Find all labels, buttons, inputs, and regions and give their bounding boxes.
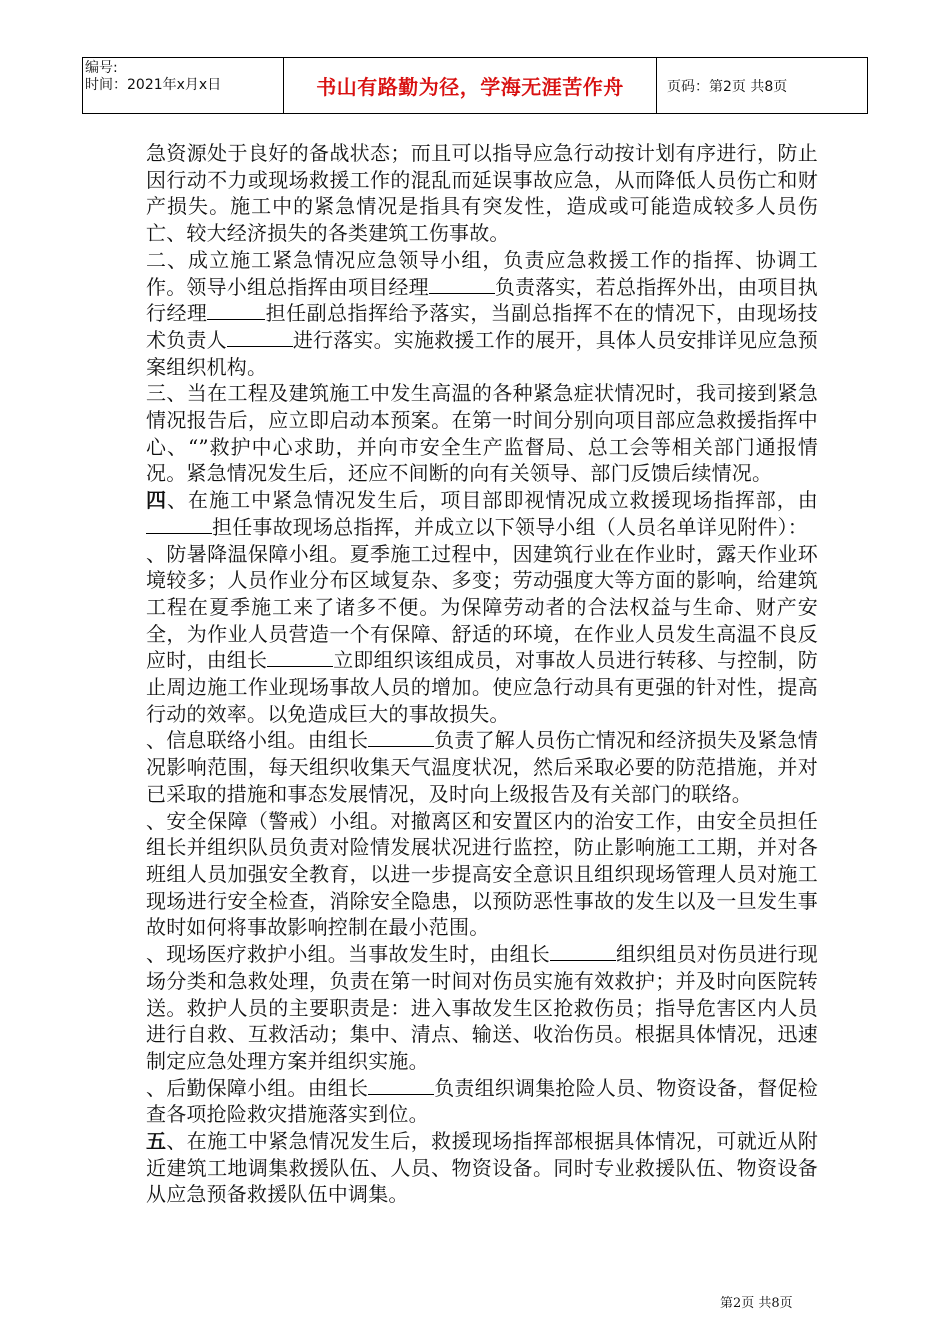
text-segment: 负责了解人员伤亡情况和经济损失及紧急情况影响范围，每天组织收集天气温度状况，然后采取必要的防范措施，并对已采取的措施和事态发展情况，及时向上级报告及有关部门的联络。 — [146, 728, 819, 806]
fill-blank[interactable] — [227, 328, 293, 347]
text-segment: 组织组员对伤员进行现场分类和急救处理，负责在第一时间对伤员实施有效救护；并及时向医院转送。救护人员的主要职责是：进入事故发生区抢救伤员；指导危害区内人员进行自救、互救活动；集中、清点、输送、收治伤员。根据具体情况，迅速制定应急处理方案并组织实施。 — [146, 942, 818, 1073]
paragraph-command-center — [146, 487, 818, 540]
page-header — [82, 57, 868, 114]
fill-blank[interactable] — [429, 275, 495, 294]
text-segment: 立即组织该组成员，对事故人员进行转移、与控制，防止周边施工作业现场事故人员的增加。使应急行动具有更强的针对性，提高行动的效率。以免造成巨大的事故损失。 — [146, 648, 819, 726]
text-segment: 负责落实，若总指挥外出，由项目执行经理 — [146, 274, 819, 326]
fill-blank[interactable] — [368, 1076, 434, 1095]
page-footer: 第2页 共8页 — [720, 1296, 793, 1311]
paragraph-security-group: 、安全保障（警戒）小组。对撤离区和安置区内的治安工作，由安全员担任组长并组织队员负责对险情发展状况进行监控，防止影响施工工期，并对各班组人员加强安全教育，以进一步提高安全意识且组织现场管理人员对施工现场进行安全检查，消除安全隐患，以预防恶性事故的发生以及一旦发生事故时如何将事故影响控制在最小范围。 — [146, 808, 818, 940]
text-segment: 负责组织调集抢险人员、物资设备，督促检查各项抢险救灾措施落实到位。 — [146, 1075, 819, 1127]
text-segment: 担任事故现场总指挥，并成立以下领导小组（人员名单详见附件）： — [212, 514, 808, 539]
paragraph-leadership-group — [146, 247, 818, 381]
text-segment: 、防暑降温保障小组。夏季施工过程中，因建筑行业在作业时，露天作业环境较多；人员作业分布区域复杂、多变；劳动强度大等方面的影响，给建筑工程在夏季施工来了诸多不便。为保障劳动者的合法权益与生命、财产安全，为作业人员营造一个有保障、舒适的环境，在作业人员发生高温不良反应时，由组长 — [146, 541, 818, 673]
text-segment: 、信息联络小组。由组长 — [146, 728, 369, 753]
fill-blank[interactable] — [550, 942, 616, 961]
text-segment: 进行落实。实施救援工作的展开，具体人员安排详见应急预案组织机构。 — [146, 327, 819, 379]
fill-blank[interactable] — [207, 301, 265, 320]
header-motto: 书山有路勤为径，学海无涯苦作舟 — [284, 58, 657, 113]
text-segment: 、后勤保障小组。由组长 — [146, 1075, 369, 1100]
paragraph-logistics-group — [146, 1075, 818, 1128]
text-segment: 二、成立施工紧急情况应急领导小组，负责应急救援工作的指挥、协调工作。领导小组总指挥由项目经理 — [146, 247, 818, 299]
paragraph-emergency-report: 三、当在工程及建筑施工中发生高温的各种紧急症状情况时，我司接到紧急情况报告后，应立即启动本预案。在第一时间分别向项目部应急救援指挥中心、“”救护中心求助，并向市安全生产监督局、总工会等相关部门通报情况。紧急情况发生后，还应不间断的向有关领导、部门反馈后续情况。 — [146, 381, 818, 486]
fill-blank[interactable] — [267, 648, 333, 667]
document-number-label: 编号: — [85, 60, 118, 76]
fill-blank[interactable] — [368, 728, 434, 747]
paragraph-information-group — [146, 727, 818, 807]
document-time-label: 时间：2021年x月x日 — [85, 77, 222, 93]
paragraph-intro-continued: 急资源处于良好的备战状态；而且可以指导应急行动按计划有序进行，防止因行动不力或现场救援工作的混乱而延误事故应急，从而降低人员伤亡和财产损失。施工中的紧急情况是指具有突发性，造成或可能造成较多人员伤亡、较大经济损失的各类建筑工伤事故。 — [146, 141, 818, 246]
paragraph-medical-group — [146, 941, 818, 1075]
text-segment: 、在施工中紧急情况发生后，项目部即视情况成立救援现场指挥部，由 — [167, 488, 818, 513]
document-body — [146, 140, 818, 1208]
paragraph-heat-protection-group — [146, 541, 818, 728]
section-number: 五 — [146, 1129, 167, 1154]
paragraph-rescue-resources — [146, 1128, 818, 1208]
text-segment: 、现场医疗救护小组。当事故发生时，由组长 — [146, 942, 550, 967]
header-page-number: 页码：第2页 共8页 — [667, 78, 788, 95]
fill-blank[interactable] — [146, 515, 212, 534]
text-segment: 、在施工中紧急情况发生后，救援现场指挥部根据具体情况，可就近从附近建筑工地调集救援队伍、人员、物资设备。同时专业救援队伍、物资设备从应急预备救援队伍中调集。 — [146, 1129, 818, 1207]
text-segment: 担任副总指挥给予落实，当副总指挥不在的情况下，由现场技术负责人 — [146, 301, 818, 352]
header-meta — [83, 58, 284, 113]
section-number: 四 — [146, 488, 168, 513]
